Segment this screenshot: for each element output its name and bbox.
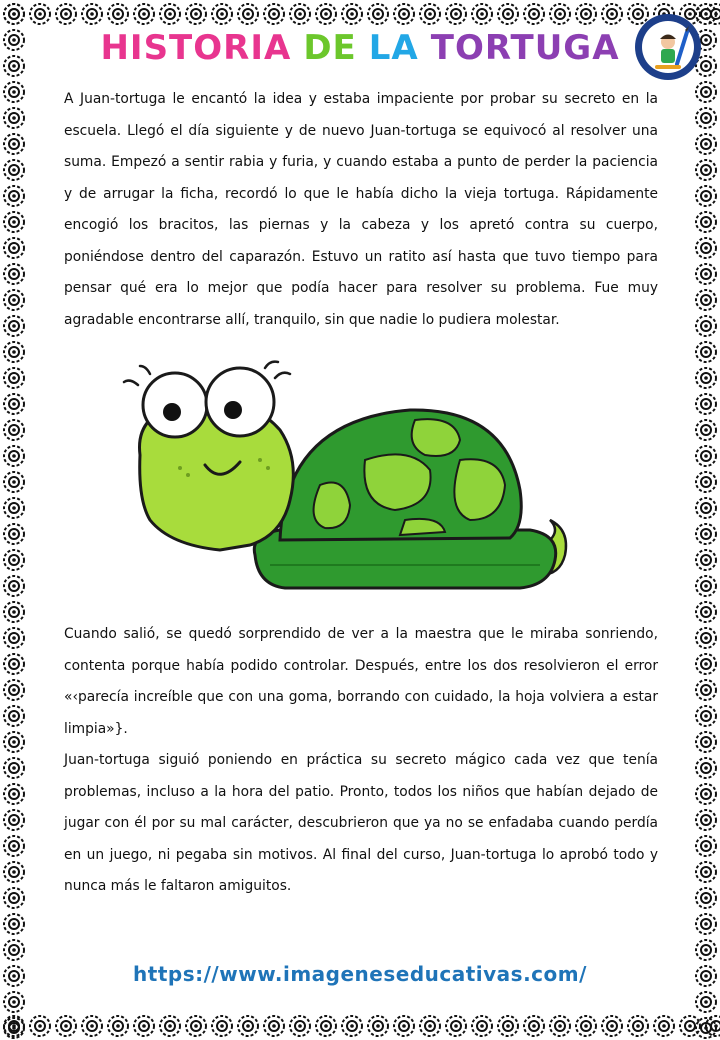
story-paragraph-1: A Juan-tortuga le encantó la idea y estaba impaciente por probar su secreto en la escuela. Llegó el día siguiente y de nuevo Juan-tortuga se equivocó al resolver una suma. Empezó a sentir rabia y furia, y cuando estaba a punto de perder la paciencia y de arrugar la ficha, recordó lo que le había dicho la vieja tortuga. Rápidamente encogió los bracitos, las piernas y la cabeza y los apretó contra su cuerpo, poniéndose dentro del caparazón. Estuvo un ratito así hasta que tuvo tiempo para pensar qué era lo mejor que podía hacer para resolver su problema. Fue muy agradable encontrarse allí, tranquilo, sin que nadie lo pudiera molestar. xyxy=(64,91,658,328)
border-flower-icon xyxy=(576,4,596,24)
border-flower-icon xyxy=(472,1016,492,1036)
border-flower-icon xyxy=(4,992,24,1012)
border-flower-icon xyxy=(394,1016,414,1036)
border-flower-icon xyxy=(550,4,570,24)
title-word-la: LA xyxy=(368,28,419,68)
border-flower-icon xyxy=(696,290,716,310)
border-flower-icon xyxy=(472,4,492,24)
border-flower-icon xyxy=(696,524,716,544)
border-flower-icon xyxy=(4,758,24,778)
website-link[interactable]: https://www.imageneseducativas.com/ xyxy=(133,962,587,986)
border-flower-icon xyxy=(4,732,24,752)
cartoon-turtle-icon xyxy=(110,360,590,610)
border-flower-icon xyxy=(4,1018,24,1038)
border-flower-icon xyxy=(4,186,24,206)
border-flower-icon xyxy=(4,290,24,310)
border-flower-icon xyxy=(4,680,24,700)
border-flower-icon xyxy=(498,1016,518,1036)
border-flower-icon xyxy=(696,992,716,1012)
border-flower-icon xyxy=(4,810,24,830)
border-flower-icon xyxy=(108,4,128,24)
border-flower-icon xyxy=(696,810,716,830)
border-flower-icon xyxy=(696,602,716,622)
border-flower-icon xyxy=(212,1016,232,1036)
border-flower-icon xyxy=(82,4,102,24)
border-flower-icon xyxy=(4,914,24,934)
border-flower-icon xyxy=(696,654,716,674)
border-flower-icon xyxy=(696,134,716,154)
border-flower-icon xyxy=(238,1016,258,1036)
border-flower-icon xyxy=(342,1016,362,1036)
ornamental-border-bottom xyxy=(0,1012,720,1040)
border-flower-icon xyxy=(82,1016,102,1036)
border-flower-icon xyxy=(4,238,24,258)
border-flower-icon xyxy=(4,4,24,24)
border-flower-icon xyxy=(696,576,716,596)
border-flower-icon xyxy=(4,420,24,440)
border-flower-icon xyxy=(4,472,24,492)
border-flower-icon xyxy=(696,940,716,960)
border-flower-icon xyxy=(4,160,24,180)
border-flower-icon xyxy=(368,4,388,24)
border-flower-icon xyxy=(696,628,716,648)
border-flower-icon xyxy=(696,836,716,856)
border-flower-icon xyxy=(446,4,466,24)
border-flower-icon xyxy=(4,836,24,856)
border-flower-icon xyxy=(290,1016,310,1036)
border-flower-icon xyxy=(316,4,336,24)
border-flower-icon xyxy=(696,238,716,258)
border-flower-icon xyxy=(160,1016,180,1036)
border-flower-icon xyxy=(696,758,716,778)
border-flower-icon xyxy=(4,82,24,102)
border-flower-icon xyxy=(420,4,440,24)
border-flower-icon xyxy=(186,1016,206,1036)
border-flower-icon xyxy=(696,420,716,440)
page-title xyxy=(0,28,720,68)
border-flower-icon xyxy=(4,784,24,804)
border-flower-icon xyxy=(160,4,180,24)
border-flower-icon xyxy=(696,1018,716,1038)
border-flower-icon xyxy=(524,4,544,24)
border-flower-icon xyxy=(30,4,50,24)
ornamental-border-top xyxy=(0,0,720,28)
border-flower-icon xyxy=(342,4,362,24)
border-flower-icon xyxy=(420,1016,440,1036)
title-word-de: DE xyxy=(303,28,357,68)
border-flower-icon xyxy=(696,914,716,934)
border-flower-icon xyxy=(264,1016,284,1036)
border-flower-icon xyxy=(446,1016,466,1036)
border-flower-icon xyxy=(696,368,716,388)
border-flower-icon xyxy=(696,706,716,726)
border-flower-icon xyxy=(696,394,716,414)
border-flower-icon xyxy=(4,654,24,674)
border-flower-icon xyxy=(696,732,716,752)
border-flower-icon xyxy=(212,4,232,24)
border-flower-icon xyxy=(696,446,716,466)
border-flower-icon xyxy=(696,680,716,700)
border-flower-icon xyxy=(186,4,206,24)
border-flower-icon xyxy=(696,264,716,284)
border-flower-icon xyxy=(550,1016,570,1036)
border-flower-icon xyxy=(4,862,24,882)
border-flower-icon xyxy=(4,108,24,128)
border-flower-icon xyxy=(4,888,24,908)
border-flower-icon xyxy=(4,602,24,622)
border-flower-icon xyxy=(108,1016,128,1036)
border-flower-icon xyxy=(696,472,716,492)
border-flower-icon xyxy=(4,212,24,232)
border-flower-icon xyxy=(696,108,716,128)
border-flower-icon xyxy=(56,1016,76,1036)
border-flower-icon xyxy=(4,394,24,414)
ornamental-border-right xyxy=(692,0,720,1040)
border-flower-icon xyxy=(4,446,24,466)
border-flower-icon xyxy=(524,1016,544,1036)
border-flower-icon xyxy=(4,550,24,570)
border-flower-icon xyxy=(696,888,716,908)
border-flower-icon xyxy=(290,4,310,24)
border-flower-icon xyxy=(696,186,716,206)
school-child-pencil-logo-icon xyxy=(633,12,703,82)
border-flower-icon xyxy=(4,628,24,648)
border-flower-icon xyxy=(4,940,24,960)
story-paragraph-2: Cuando salió, se quedó sorprendido de ver a la maestra que le miraba sonriendo, contenta porque había podido controlar. Después, entre los dos resolvieron el error «‹parecía increíble que con una goma, borrando con cuidado, la hoja volviera a estar limpia»}. xyxy=(64,626,658,737)
title-word-tortuga: TORTUGA xyxy=(430,28,620,68)
border-flower-icon xyxy=(316,1016,336,1036)
border-flower-icon xyxy=(4,264,24,284)
border-flower-icon xyxy=(56,4,76,24)
border-flower-icon xyxy=(696,784,716,804)
border-flower-icon xyxy=(4,576,24,596)
border-flower-icon xyxy=(4,134,24,154)
border-flower-icon xyxy=(238,4,258,24)
border-flower-icon xyxy=(696,316,716,336)
border-flower-icon xyxy=(4,316,24,336)
border-flower-icon xyxy=(696,160,716,180)
border-flower-icon xyxy=(134,4,154,24)
border-flower-icon xyxy=(30,1016,50,1036)
border-flower-icon xyxy=(4,524,24,544)
border-flower-icon xyxy=(368,1016,388,1036)
border-flower-icon xyxy=(696,82,716,102)
border-flower-icon xyxy=(628,1016,648,1036)
border-flower-icon xyxy=(602,4,622,24)
border-flower-icon xyxy=(696,862,716,882)
border-flower-icon xyxy=(576,1016,596,1036)
border-flower-icon xyxy=(394,4,414,24)
ornamental-border-left xyxy=(0,0,28,1040)
story-paragraph-3: Juan-tortuga siguió poniendo en práctica su secreto mágico cada vez que tenía problemas, incluso a la hora del patio. Pronto, todos los niños que habían dejado de jugar con él por su mal carácter, descubrieron que ya no se enfadaba cuando perdía en un juego, ni pegaba sin motivos. Al final del curso, Juan-tortuga lo aprobó todo y nunca más le faltaron amiguitos. xyxy=(64,752,658,894)
border-flower-icon xyxy=(264,4,284,24)
border-flower-icon xyxy=(134,1016,154,1036)
border-flower-icon xyxy=(696,212,716,232)
border-flower-icon xyxy=(654,1016,674,1036)
title-word-historia: HISTORIA xyxy=(100,28,292,68)
border-flower-icon xyxy=(4,368,24,388)
border-flower-icon xyxy=(696,498,716,518)
border-flower-icon xyxy=(696,342,716,362)
border-flower-icon xyxy=(4,706,24,726)
border-flower-icon xyxy=(4,498,24,518)
border-flower-icon xyxy=(4,342,24,362)
border-flower-icon xyxy=(696,550,716,570)
border-flower-icon xyxy=(602,1016,622,1036)
border-flower-icon xyxy=(498,4,518,24)
